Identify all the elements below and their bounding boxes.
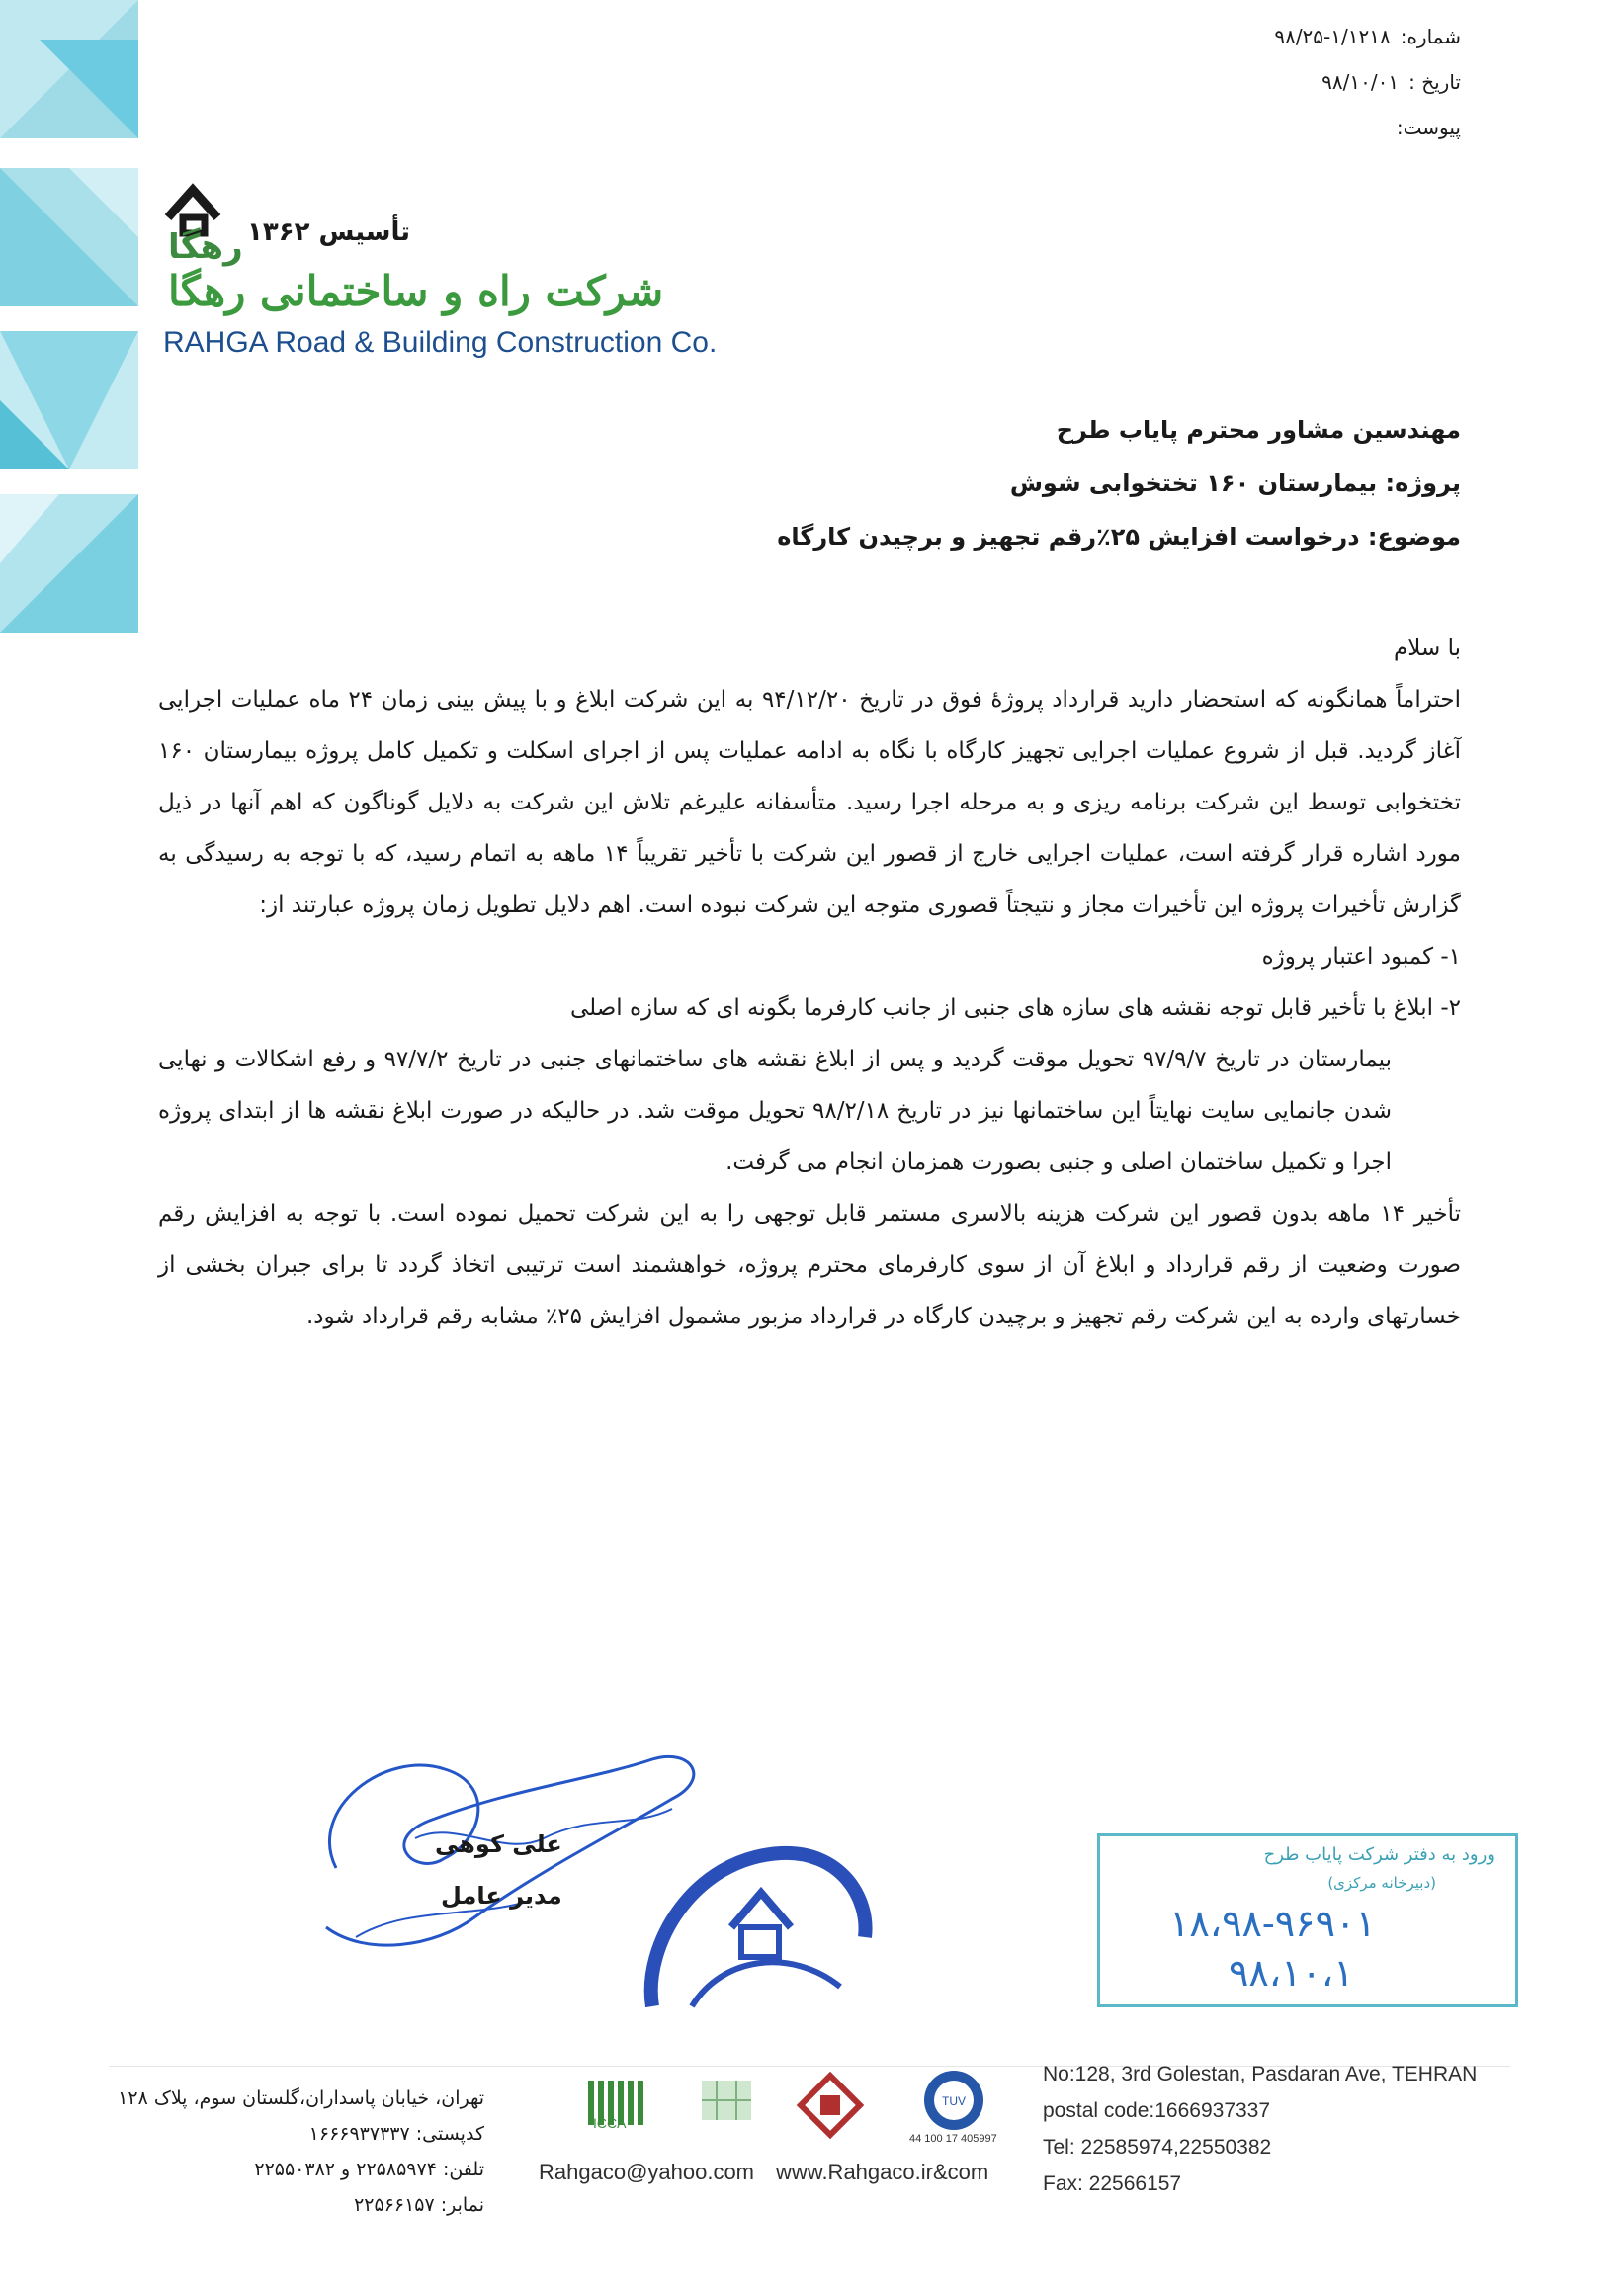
footer-address-fa: تهران، خیابان پاسداران،گلستان سوم، پلاک ۱۲۸ bbox=[118, 2087, 484, 2109]
list-item-2-continued: بیمارستان در تاریخ ۹۷/۹/۷ تحویل موقت گردید و پس از ابلاغ نقشه های ساختمانهای جنبی در تاریخ ۹۷/۷/۲ و رفع اشکالات و نهایی شدن جانمایی سایت نهایتاً این ساختمانها نیز در تاریخ ۹۸/۲/۱۸ تحویل موقت شد. در حالیکه در صورت ابلاغ نقشه ها از ابتدای پروژه اجرا و تکمیل ساختمان اصلی و جنبی بصورت همزمان انجام می گرفت. bbox=[158, 1047, 1392, 1175]
subject-line: موضوع: درخواست افزایش ۲۵٪رقم تجهیز و برچیدن کارگاه bbox=[777, 523, 1461, 551]
tuv-code: 44 100 17 405997 bbox=[909, 2133, 997, 2145]
svg-text:TUV: TUV bbox=[942, 2094, 966, 2108]
stamp-number: ۱۸،۹۸-۹۶۹۰۱ bbox=[1169, 1902, 1376, 1945]
signer-title: مدیر عامل bbox=[441, 1882, 562, 1910]
letter-number-row bbox=[1145, 14, 1461, 59]
attachment-label: پیوست: bbox=[1396, 116, 1461, 139]
footer-contact-en bbox=[1043, 2056, 1477, 2202]
paragraph-2: تأخیر ۱۴ ماهه بدون قصور این شرکت هزینه بالاسری مستمر قابل توجهی را به این شرکت تحمیل نموده است. با توجه به افزایش رقم صورت وضعیت از رقم قرارداد و ابلاغ آن از سوی کارفرمای محترم پروژه، خواهشمند است ترتیبی اتخاذ گردد تا برای جبران بخشی از خسارتهای وارده به این شرکت رقم تجهیز و برچیدن کارگاه در قرارداد مزبور مشمول افزایش ۲۵٪ مشابه رقم قرارداد شود. bbox=[158, 1201, 1461, 1329]
letter-meta bbox=[1145, 14, 1461, 150]
stamp-line-2: (دبیرخانه مرکزی) bbox=[1327, 1874, 1436, 1892]
list-item-2: ۲- ابلاغ با تأخیر قابل توجه نقشه های سازه های جنبی از جانب کارفرما بگونه ای که سازه اصلی bbox=[569, 995, 1461, 1021]
footer-website[interactable]: www.Rahgaco.ir&com bbox=[776, 2160, 989, 2184]
stamp-line-1: ورود به دفتر شرکت پایاب طرح bbox=[1263, 1844, 1495, 1865]
footer-fax-fa: نمابر: ۲۲۵۶۶۱۵۷ bbox=[354, 2194, 484, 2216]
list-item-1: ۱- کمبود اعتبار پروژه bbox=[1261, 944, 1461, 970]
footer-tel-en: Tel: 22585974,22550382 bbox=[1043, 2136, 1272, 2159]
footer-contact-fa bbox=[109, 2081, 484, 2223]
stamp-date: ۹۸،۱۰،۱ bbox=[1229, 1951, 1354, 1995]
footer-address-en: No:128, 3rd Golestan, Pasdaran Ave, TEHRAN bbox=[1043, 2063, 1478, 2085]
company-founded: تأسیس ۱۳۶۲ bbox=[247, 217, 410, 247]
date-label: تاریخ : bbox=[1408, 70, 1461, 94]
signer-name: علی کوهی bbox=[435, 1830, 562, 1858]
paragraph-1: احتراماً همانگونه که استحضار دارید قرارداد پروژۀ فوق در تاریخ ۹۴/۱۲/۲۰ به این شرکت ابلاغ و با پیش بینی زمان ۲۴ ماه عملیات اجرایی آغاز گردید. قبل از شروع عملیات اجرایی تجهیز کارگاه با نگاه به ادامه عملیات پس از اجرای اسکلت و تکمیل کامل پروژه بیمارستان ۱۶۰ تختخوابی توسط این شرکت برنامه ریزی و به مرحله اجرا رسید. متأسفانه علیرغم تلاش این شرکت به دلایل گوناگون که اهم آنها در ذیل مورد اشاره قرار گرفته است، عملیات اجرایی خارج از قصور این شرکت با تأخیر تقریباً ۱۴ ماهه به اتمام رسید، که با توجه به رسیدگی به گزارش تأخیرات پروژه این تأخیرات مجاز و نتیجتاً قصوری متوجه این شرکت نبوده است. اهم دلایل تطویل زمان پروژه عبارتند از: bbox=[158, 687, 1462, 918]
icca-label: ICCA bbox=[593, 2115, 627, 2131]
company-name-fa: شرکت راه و ساختمانی رهگا bbox=[168, 267, 664, 315]
company-seal bbox=[633, 1838, 880, 2026]
letter-addressee-block bbox=[374, 403, 1461, 563]
footer-postal-en: postal code:1666937337 bbox=[1043, 2099, 1271, 2122]
number-label: شماره: bbox=[1400, 25, 1461, 48]
tuv-certification-icon bbox=[919, 2066, 988, 2135]
logo-text: رهگا bbox=[168, 227, 243, 267]
greeting: با سلام bbox=[1394, 636, 1461, 661]
letter-date-row bbox=[1145, 59, 1461, 105]
footer-fax-en: Fax: 22566157 bbox=[1043, 2172, 1182, 2195]
footer-email[interactable]: Rahgaco@yahoo.com bbox=[539, 2160, 755, 2184]
number-value: ۹۸/۲۵-۱/۱۲۱۸ bbox=[1274, 25, 1391, 48]
footer-postal-fa: کدپستی: ۱۶۶۶۹۳۷۳۳۷ bbox=[308, 2123, 484, 2145]
date-value: ۹۸/۱۰/۰۱ bbox=[1321, 70, 1400, 94]
contractors-association-logo-icon bbox=[796, 2071, 865, 2140]
letter-body bbox=[158, 623, 1461, 1342]
receipt-stamp bbox=[1097, 1833, 1518, 2007]
decorative-mosaic bbox=[0, 0, 148, 731]
signer-block bbox=[435, 1819, 562, 1921]
footer-phone-fa: تلفن: ۲۲۵۸۵۹۷۴ و ۲۲۵۵۰۳۸۲ bbox=[254, 2159, 484, 2180]
company-name-en: RAHGA Road & Building Construction Co. bbox=[163, 326, 718, 359]
association-logo-icon bbox=[697, 2076, 756, 2135]
addressee: مهندسین مشاور محترم پایاب طرح bbox=[1056, 416, 1461, 444]
letter-attachment-row bbox=[1145, 105, 1461, 150]
project-line: پروژه: بیمارستان ۱۶۰ تختخوابی شوش bbox=[1009, 469, 1461, 497]
